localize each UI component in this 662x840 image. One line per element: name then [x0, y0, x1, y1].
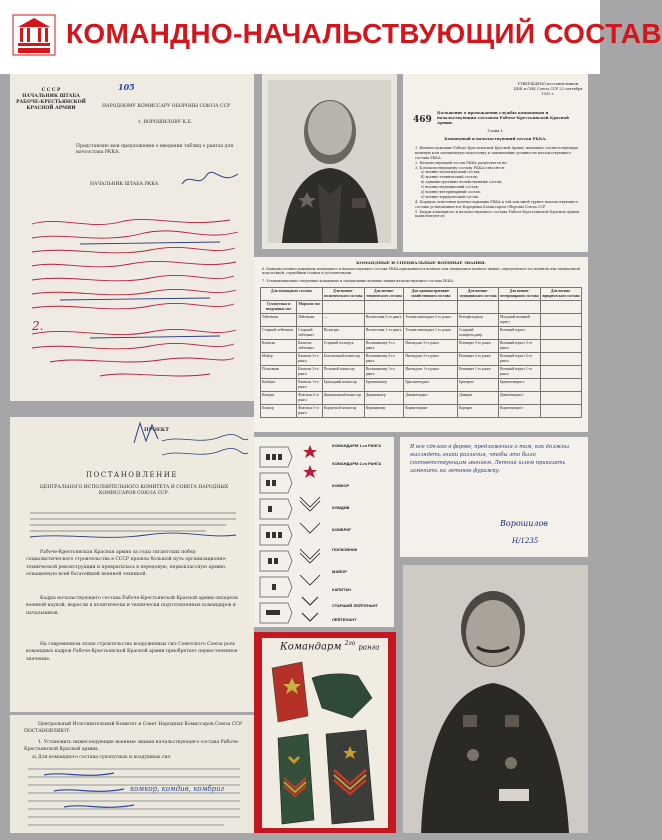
regulation-item: 1. Военнослужащие Рабоче-Крестьянской Красной Армии, имеющие соответствующую военную или специальную подготовку и занимающие должности начальствующего состава РККА. [415, 146, 579, 160]
ranks-table [260, 287, 582, 418]
ranks-table-cell: Полковник [261, 365, 297, 378]
ranks-table-cell: Корпусной комиссар [322, 404, 364, 417]
ranks-table-cell: Комкор [261, 404, 297, 417]
ranks-table-cell: Капитан 1-го ранга [297, 378, 323, 391]
regulation-item: 5. Кадры командного и начальствующего состава Рабоче-Крестьянской Красной Армии комплектуются: [415, 209, 580, 219]
regulation-item: а) военно-политический состав; [421, 170, 481, 175]
ranks-table-cell: Батальонный комиссар [322, 352, 364, 365]
insignia-rank-label: СТАРШИЙ ЛЕЙТЕНАНТ [332, 603, 378, 608]
ranks-table-cell: Старший политрук [322, 339, 364, 352]
insignia-rank-label: КОМАНДАРМ 2-го РАНГА [332, 461, 382, 466]
struck-text-icon [26, 507, 242, 547]
uniform-title-tail: ранга [358, 643, 380, 652]
ranks-table-cell: Военный юрист 2-го ранга [498, 352, 540, 365]
ranks-table-cell: Политрук [322, 326, 364, 339]
ranks-table-cell: Майор [261, 352, 297, 365]
ranks-table-cell: Военинженер 2-го ранга [364, 352, 404, 365]
ranks-table-row [261, 326, 582, 339]
ranks-table-cell: Бригвоенюрист [498, 378, 540, 391]
ranks-table-cell: Диввоенюрист [498, 391, 540, 404]
note-signature: Ворошилов [500, 519, 548, 528]
archive-logo-icon [12, 14, 56, 56]
regulation-item: в) административно-хозяйственный состав; [421, 180, 503, 185]
ranks-table-cell: Техник-интендант 1-го ранга [404, 326, 458, 339]
document-ranks-table [254, 257, 588, 432]
ranks-table-cell: Младший военный юрист [498, 313, 540, 326]
ranks-intro: 6. Каждому военнослужащему командного и начальствующего состава РККА присваивается военное или специальное военное звание, определяемое его военной или специальной подготовкой, служебным стажем и достоинствами. [262, 267, 580, 276]
regulation-heading: Положение о прохождении службы командным и начальствующим составом Рабоче-Крестьянской Красной Армии. [437, 110, 569, 126]
ranks-table-cell: Военврач 2-го ранга [458, 352, 499, 365]
letter-header-left [16, 88, 86, 112]
ranks-table-cell [540, 339, 581, 352]
ranks-table-cell: Военврач 3-го ранга [458, 339, 499, 352]
document-decree-project [10, 417, 254, 712]
ranks-table-cell: Старший лейтенант [297, 326, 323, 339]
ranks-table-cell: Воентехник 1-го ранга [364, 326, 404, 339]
handwritten-date-icon [160, 433, 250, 467]
ranks-table-cell [540, 326, 581, 339]
document-letter [10, 74, 254, 401]
insignia-rank-label: ЛЕЙТЕНАНТ [332, 617, 357, 622]
uniform-panel-frame [254, 632, 396, 833]
decree-paragraph-3: На современном этапе строительства вооруженных сил Советского Союза роль командных кадров Рабоче-Крестьянской Красной армии приобретает первостепенное значение. [26, 642, 238, 662]
ranks-subcol-header: Морских сил [297, 300, 323, 313]
ranks-col-header: Для командного состава [261, 288, 323, 301]
ranks-col-header: Для военно-политического состава [322, 288, 364, 301]
page-title: КОМАНДНО-НАЧАЛЬСТВУЮЩИЙ СОСТАВ [66, 18, 662, 49]
regulation-stamp: УТВЕРЖДЕНО постановлением ЦИК и СНК Союза ССР 22 сентября 1935 г. [513, 82, 583, 96]
pencil-mark-icon [130, 419, 170, 449]
ranks-col-header: Для административно-хозяйственного состава [404, 288, 458, 301]
ranks-table-row [261, 391, 582, 404]
signature-scribble-icon [180, 170, 240, 190]
ranks-table-cell: Дивинженер [364, 391, 404, 404]
decree-project-label: ПРОЕКТ [144, 427, 169, 433]
ranks-table-cell: Военный юрист 3-го ранга [498, 339, 540, 352]
ranks-table-cell: Комбриг [261, 378, 297, 391]
regulation-item: г) военно-медицинский состав; [421, 185, 479, 190]
ranks-table-cell: Военный юрист 1-го ранга [498, 365, 540, 378]
decree-heading: ПОСТАНОВЛЕНИЕ [86, 471, 178, 479]
letter-recipient-name: т. ВОРОШИЛОВУ К.Е. [138, 120, 193, 125]
ranks-table-cell: Военврач 1-го ранга [458, 365, 499, 378]
resolution-handwriting: комкор, комдив, комбриг [130, 785, 225, 793]
ranks-table-cell: Флагман 2-го ранга [297, 391, 323, 404]
regulation-items [415, 146, 580, 219]
ranks-heading: КОМАНДНЫЕ И СПЕЦИАЛЬНЫЕ ВОЕННЫЕ ЗВАНИЯ. [356, 260, 486, 265]
ranks-table-cell: Военфельдшер [458, 313, 499, 326]
letter-header-line: С С С Р [41, 88, 61, 93]
ranks-table-cell: Интендант 1-го ранга [404, 365, 458, 378]
regulation-item: д) военно-ветеринарный состав; [421, 190, 481, 195]
letter-signature: НАЧАЛЬНИК ШТАБА РККА [90, 182, 159, 187]
regulation-item: 4. Порядок отнесения военнослужащих РККА к той или иной группе начальствующего состава устанавливается Народным Комиссаром Обороны Союза ССР. [415, 199, 578, 209]
ranks-table-row [261, 404, 582, 417]
ranks-col-header: Для военно-технического состава [364, 288, 404, 301]
regulation-item: е) военно-юридический состав. [421, 194, 480, 199]
ranks-table-cell: Капитан [261, 339, 297, 352]
decree-paragraph-1: Рабоче-Крестьянская Красная армия за годы гигантских побед социалистического строительства в СССР прошла большой путь организационно-технической реконструкции и превратилась в передовую, первоклассную армию, оснащенную всей богатейшей военной техникой. [26, 550, 227, 578]
insignia-chart [254, 437, 394, 627]
regulation-chapter: Глава I. [487, 128, 504, 133]
ranks-table-cell: Полковой комиссар [322, 365, 364, 378]
letter-number: 105 [118, 82, 135, 92]
ranks-subcol-header: Сухопутных и воздушных сил [261, 300, 297, 313]
handwritten-notes-icon [20, 214, 248, 394]
page-header [0, 0, 662, 74]
ranks-table-cell: Дивврач [458, 391, 499, 404]
ranks-table-cell [540, 378, 581, 391]
regulation-item: б) военно-технический состав; [421, 175, 478, 180]
regulation-section: Командный и начальствующий состав РККА. [444, 136, 547, 141]
ranks-table-cell: Капитан 2-го ранга [297, 365, 323, 378]
resolution-sub: а) Для командного состава сухопутных и воздушных сил [32, 755, 171, 760]
resolution-item: 1. Установить нижеследующие военные звания начальствующего состава Рабоче-Крестьянской Красной армии: [24, 740, 240, 753]
ranks-table-row [261, 378, 582, 391]
ranks-table-cell: Коринженер [364, 404, 404, 417]
uniform-title-sup: 2го [344, 640, 356, 647]
ranks-table-cell: Военинженер 3-го ранга [364, 339, 404, 352]
ranks-table-wrap [260, 287, 582, 418]
ranks-table-subheader [261, 300, 582, 313]
insignia-rank-label: КАПИТАН [332, 587, 351, 592]
ranks-table-cell: Капитан 3-го ранга [297, 352, 323, 365]
note-number: Н/1235 [512, 537, 539, 545]
ranks-table-cell: Комдив [261, 391, 297, 404]
ranks-table-cell: Лейтенант [297, 313, 323, 326]
ranks-table-cell: Военный юрист [498, 326, 540, 339]
ranks-table-cell: Бригврач [458, 378, 499, 391]
ranks-table-cell: Корвоенюрист [498, 404, 540, 417]
letter-header-line: НАЧАЛЬНИК ШТАБА [22, 94, 80, 100]
regulation-item: 3. К начальствующему составу РККА относятся: [415, 165, 506, 170]
regulation-number: 469 [413, 115, 432, 125]
ranks-table-cell: Бригадный комиссар [322, 378, 364, 391]
ranks-table-cell: Дивинтендант [404, 391, 458, 404]
ranks-table-cell: Бригинженер [364, 378, 404, 391]
ranks-table-row [261, 352, 582, 365]
ranks-table-cell [540, 365, 581, 378]
insignia-rank-label: КОМКОР [332, 483, 350, 488]
uniform-sleeve-and-tab-icon [262, 638, 388, 828]
edited-lines-icon [24, 763, 244, 829]
ranks-col-header: Для военно-юридического состава [540, 288, 581, 301]
ranks-table-cell: Старший военфельдшер [458, 326, 499, 339]
ranks-table-cell: Воентехник 2-го ранга [364, 313, 404, 326]
ranks-table-cell: — [322, 313, 364, 326]
ranks-table-cell: Дивизионный комиссар [322, 391, 364, 404]
ranks-table-header [261, 288, 582, 301]
ranks-table-row [261, 365, 582, 378]
svg-text:2.: 2. [32, 319, 44, 333]
uniform-drawing [262, 638, 388, 828]
insignia-rank-label: ПОЛКОВНИК [332, 547, 358, 552]
decree-subheading: ЦЕНТРАЛЬНОГО ИСПОЛНИТЕЛЬНОГО КОМИТЕТА И СОВЕТА НАРОДНЫХ КОМИССАРОВ СОЮЗА ССР. [39, 485, 229, 497]
letter-header-line: КРАСНОЙ АРМИИ [26, 106, 76, 112]
ranks-table-cell: Старший лейтенант [261, 326, 297, 339]
insignia-rank-label: МАЙОР [332, 569, 347, 574]
document-resolution [10, 715, 254, 833]
letter-header-line: РАБОЧЕ-КРЕСТЬЯНСКОЙ [16, 100, 86, 106]
uniform-title [280, 640, 379, 652]
ranks-intro-2: 7. Устанавливаемые следующие командные и специальные военные звания начальствующего состава РККА: [262, 279, 454, 283]
insignia-rank-label: КОМДИВ [332, 505, 350, 510]
handwritten-note [400, 437, 588, 557]
ranks-table-cell: Военинженер 1-го ранга [364, 365, 404, 378]
portrait-officer-moustache-icon [403, 565, 588, 833]
portrait-officer-icon [262, 74, 397, 249]
portrait-photo-top [262, 74, 397, 249]
ranks-table-cell: Капитан-лейтенант [297, 339, 323, 352]
document-regulation [403, 74, 588, 252]
ranks-table-cell [540, 313, 581, 326]
note-text: Я все сделаю в форме, предложения о том, как должны выглядеть знаки различия, чтобы это было соответствующим званием. Летний шлем приказать заменить на летнюю фуражку. [410, 444, 570, 475]
ranks-table-cell: Коринтендант [404, 404, 458, 417]
ranks-table-row [261, 339, 582, 352]
ranks-table-cell: Лейтенант [261, 313, 297, 326]
ranks-table-row [261, 313, 582, 326]
ranks-table-cell: Интендант 2-го ранга [404, 352, 458, 365]
ranks-table-cell: Бригинтендант [404, 378, 458, 391]
resolution-paragraph: Центральный Исполнительный Комитет и Совет Народных Комиссаров Союза ССР ПОСТАНОВЛЯЮТ: [24, 722, 243, 735]
ranks-table-cell [540, 391, 581, 404]
uniform-title-word: Командарм [280, 641, 342, 653]
letter-recipient: НАРОДНОМУ КОМИССАРУ ОБОРОНЫ СОЮЗА ССР [102, 104, 231, 109]
ranks-table-cell: Интендант 3-го ранга [404, 339, 458, 352]
decree-paragraph-2: Кадры начальствующего состава Рабоче-Крестьянской Красной армии овладели военной наукой, выросли в политически и технически подготовленных командиров и начальников. [26, 596, 238, 616]
ranks-col-header: Для военно-медицинского состава [458, 288, 499, 301]
regulation-item: 2. Начальствующий состав РККА разделяется на: [415, 160, 508, 165]
insignia-rank-label: КОМБРИГ [332, 527, 352, 532]
insignia-rank-label: КОМАНДАРМ 1-го РАНГА [332, 443, 382, 448]
ranks-col-header: Для военно-ветеринарного состава [498, 288, 540, 301]
ranks-table-cell: Корврач [458, 404, 499, 417]
ranks-table-cell: Флагман 1-го ранга [297, 404, 323, 417]
letter-body: Представляю мои предложения о введении таблиц о рангах для начсостава РККА. [76, 144, 234, 156]
ranks-table-cell [540, 352, 581, 365]
ranks-table-cell: Техник-интендант 2-го ранга [404, 313, 458, 326]
portrait-photo-bottom [403, 565, 588, 833]
ranks-table-cell [540, 404, 581, 417]
ranks-table-body [261, 313, 582, 417]
